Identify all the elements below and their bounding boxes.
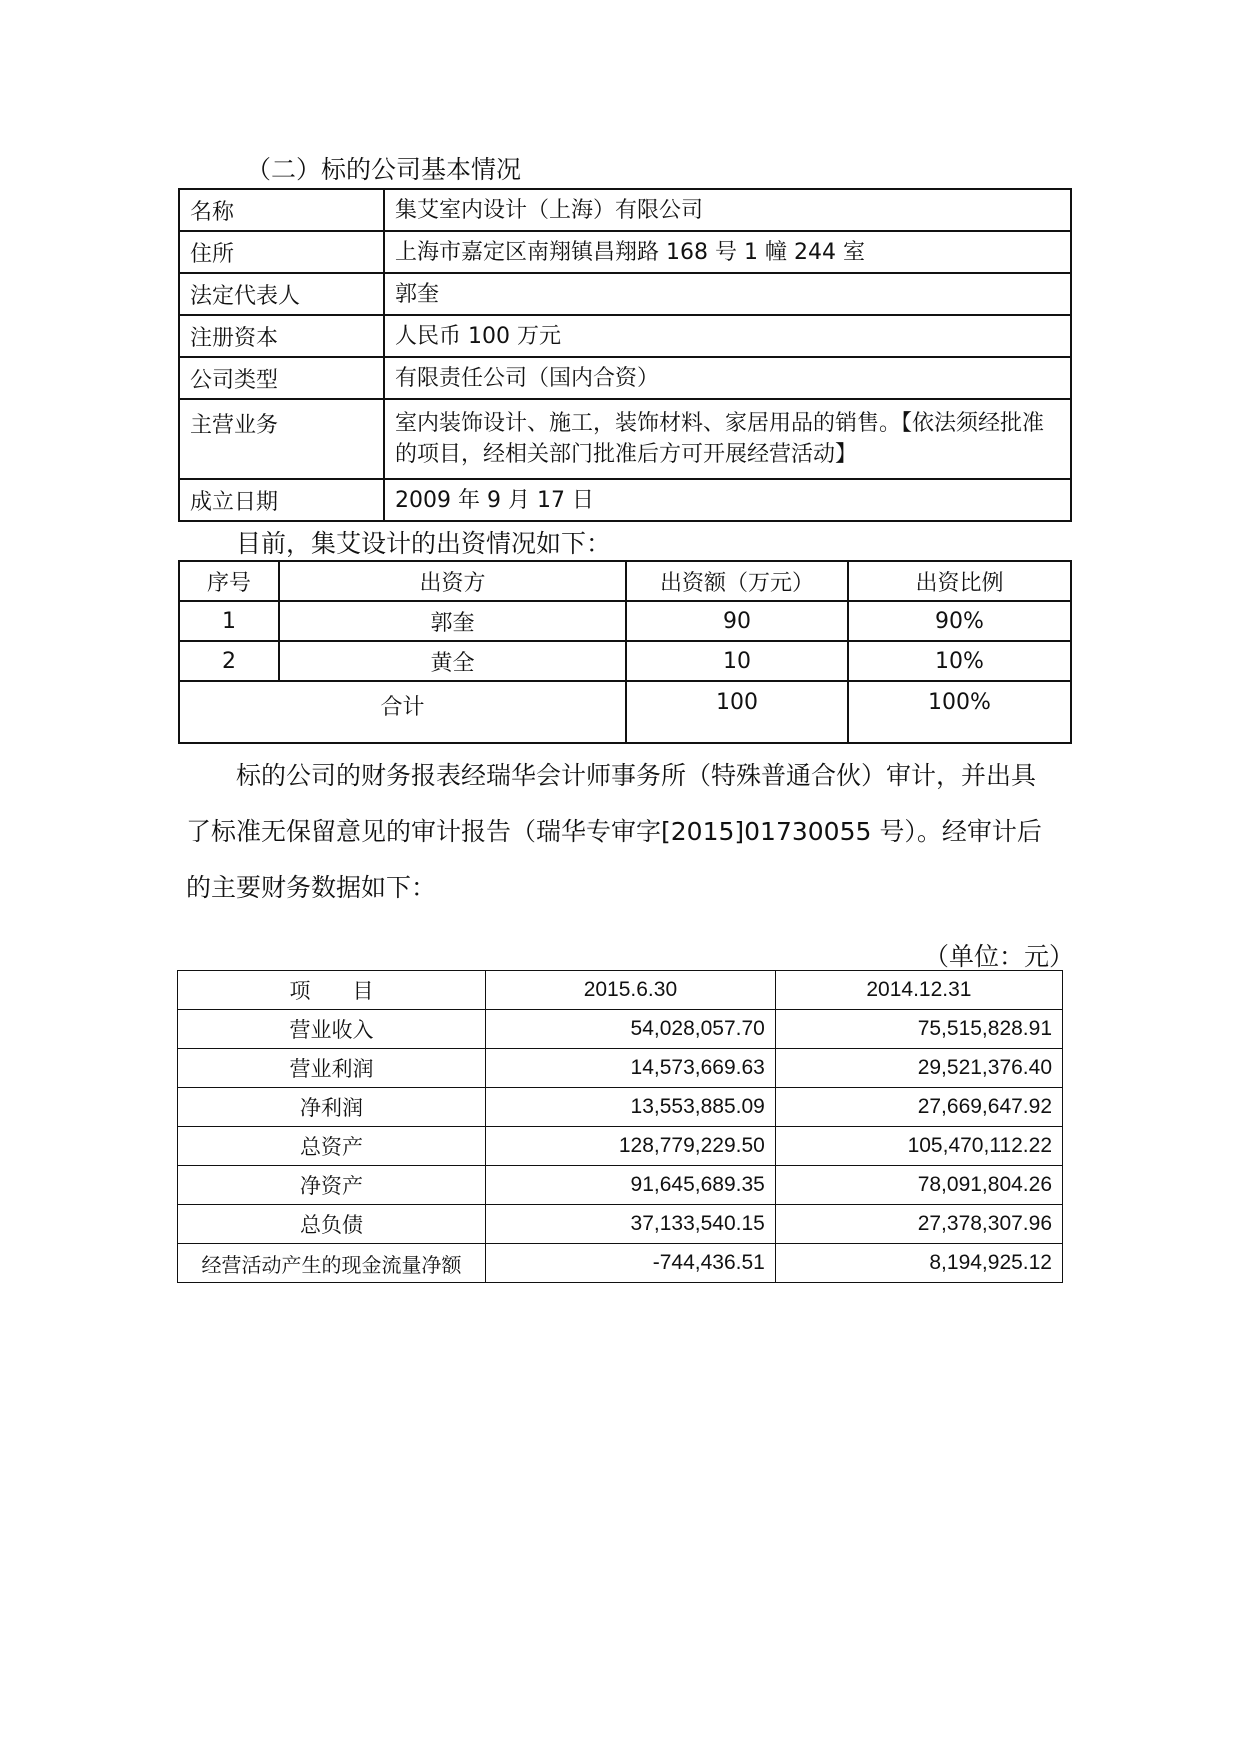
capital-table: [178, 560, 1072, 744]
table-row: [179, 601, 1071, 641]
info-label: 主营业务: [179, 399, 384, 479]
table-row: [179, 189, 1071, 231]
table-row: [179, 357, 1071, 399]
table-header-row: [178, 971, 1063, 1010]
info-value: 室内装饰设计、施工，装饰材料、家居用品的销售。【依法须经批准的项目，经相关部门批准后方可开展经营活动】: [384, 399, 1071, 479]
info-label: 公司类型: [179, 357, 384, 399]
value-2015: 128,779,229.50: [486, 1127, 776, 1166]
table-row: [179, 479, 1071, 521]
info-label: 法定代表人: [179, 273, 384, 315]
column-header: 出资方: [279, 561, 626, 601]
section-title: （二）标的公司基本情况: [246, 155, 522, 184]
investment-amount: 90: [626, 601, 848, 641]
column-header: 序号: [179, 561, 279, 601]
company-info-table: [178, 188, 1072, 522]
financial-item: 总资产: [178, 1127, 486, 1166]
total-label: 合计: [179, 681, 626, 743]
info-value: 集艾室内设计（上海）有限公司: [384, 189, 1071, 231]
financial-item: 净资产: [178, 1166, 486, 1205]
value-2015: 91,645,689.35: [486, 1166, 776, 1205]
column-header: 2014.12.31: [775, 971, 1062, 1010]
investment-amount: 10: [626, 641, 848, 681]
table-row: [179, 231, 1071, 273]
audit-paragraph-line: 了标准无保留意见的审计报告（瑞华专审字[2015]01730055 号）。经审计后: [186, 817, 1042, 846]
investment-ratio: 10%: [848, 641, 1071, 681]
value-2015: -744,436.51: [486, 1244, 776, 1283]
table-row: [178, 1049, 1063, 1088]
table-row: [179, 641, 1071, 681]
value-2015: 13,553,885.09: [486, 1088, 776, 1127]
table-row: [178, 1088, 1063, 1127]
financial-item: 净利润: [178, 1088, 486, 1127]
value-2014: 78,091,804.26: [775, 1166, 1062, 1205]
column-header: 项 目: [178, 971, 486, 1010]
total-ratio: 100%: [848, 681, 1071, 743]
value-2015: 37,133,540.15: [486, 1205, 776, 1244]
financial-item: 营业利润: [178, 1049, 486, 1088]
info-value: 2009 年 9 月 17 日: [384, 479, 1071, 521]
info-value: 上海市嘉定区南翔镇昌翔路 168 号 1 幢 244 室: [384, 231, 1071, 273]
value-2014: 105,470,112.22: [775, 1127, 1062, 1166]
row-number: 1: [179, 601, 279, 641]
value-2014: 27,669,647.92: [775, 1088, 1062, 1127]
table-row: [178, 1127, 1063, 1166]
table-row: [178, 1166, 1063, 1205]
row-number: 2: [179, 641, 279, 681]
column-header: 2015.6.30: [486, 971, 776, 1010]
table-row: [178, 1205, 1063, 1244]
unit-label: （单位：元）: [924, 942, 1075, 971]
column-header: 出资额（万元）: [626, 561, 848, 601]
financial-table: [177, 970, 1063, 1283]
table-row: [179, 399, 1071, 479]
value-2015: 54,028,057.70: [486, 1010, 776, 1049]
info-value: 人民币 100 万元: [384, 315, 1071, 357]
value-2014: 29,521,376.40: [775, 1049, 1062, 1088]
value-2014: 27,378,307.96: [775, 1205, 1062, 1244]
table-row: [179, 315, 1071, 357]
value-2014: 8,194,925.12: [775, 1244, 1062, 1283]
column-header: 出资比例: [848, 561, 1071, 601]
info-value: 郭奎: [384, 273, 1071, 315]
total-row: [179, 681, 1071, 743]
info-label: 名称: [179, 189, 384, 231]
info-label: 住所: [179, 231, 384, 273]
info-label: 成立日期: [179, 479, 384, 521]
investor-name: 黄全: [279, 641, 626, 681]
table-row: [179, 273, 1071, 315]
audit-paragraph-line: 的主要财务数据如下：: [186, 873, 437, 902]
capital-intro: 目前，集艾设计的出资情况如下：: [236, 529, 612, 558]
value-2014: 75,515,828.91: [775, 1010, 1062, 1049]
investor-name: 郭奎: [279, 601, 626, 641]
investment-ratio: 90%: [848, 601, 1071, 641]
total-amount: 100: [626, 681, 848, 743]
info-label: 注册资本: [179, 315, 384, 357]
value-2015: 14,573,669.63: [486, 1049, 776, 1088]
financial-item: 经营活动产生的现金流量净额: [178, 1244, 486, 1283]
table-row: [178, 1010, 1063, 1049]
table-row: [178, 1244, 1063, 1283]
table-header-row: [179, 561, 1071, 601]
financial-item: 营业收入: [178, 1010, 486, 1049]
info-value: 有限责任公司（国内合资）: [384, 357, 1071, 399]
audit-paragraph-line: 标的公司的财务报表经瑞华会计师事务所（特殊普通合伙）审计，并出具: [236, 761, 1037, 790]
financial-item: 总负债: [178, 1205, 486, 1244]
